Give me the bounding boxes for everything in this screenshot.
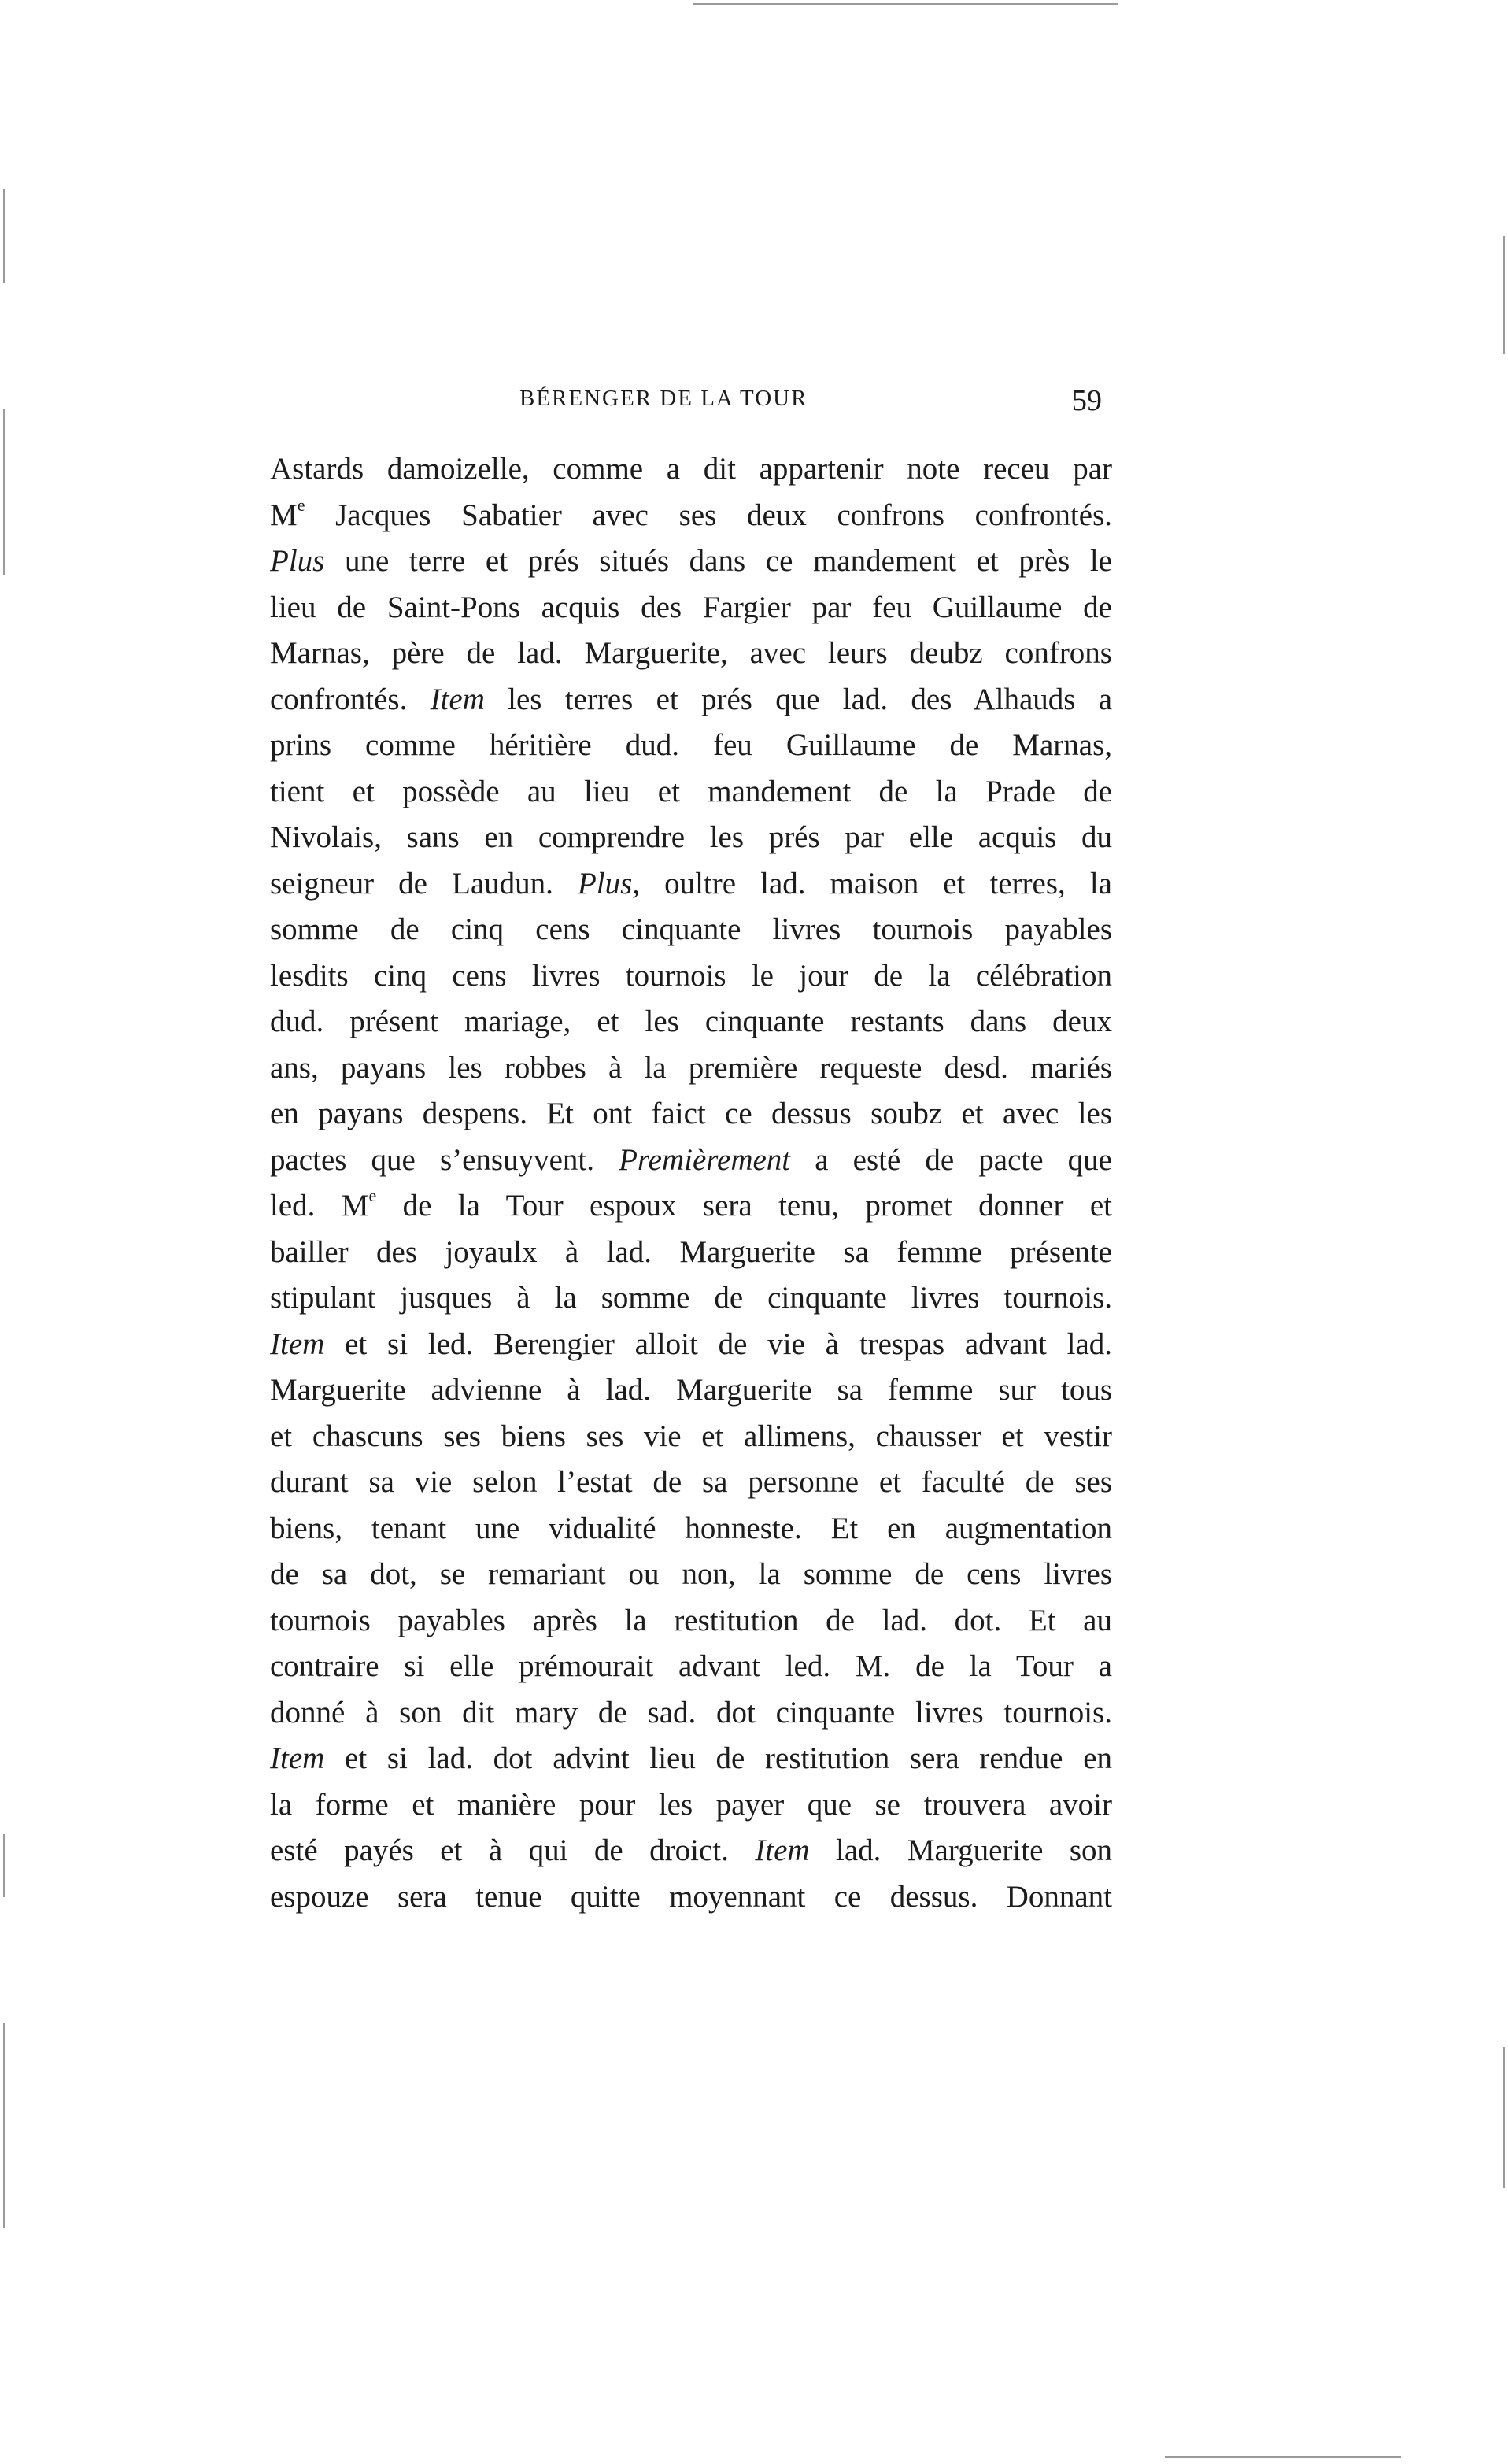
text-line bbox=[270, 815, 1112, 861]
italic-text: Premièrement bbox=[619, 1142, 791, 1177]
text-line bbox=[270, 1874, 1112, 1921]
italic-text: Item bbox=[270, 1326, 325, 1361]
text-segment: Jacques Sabatier avec ses deux confrons confrontés. bbox=[305, 498, 1112, 532]
text-segment: ans, payans les robbes à la première requeste desd. mariés bbox=[270, 1050, 1112, 1085]
text-segment: et si led. Berengier alloit de vie à trespas advant lad. bbox=[324, 1326, 1112, 1361]
scan-edge-line bbox=[693, 3, 1118, 5]
text-segment: seigneur de Laudun. bbox=[270, 866, 578, 901]
text-segment: Astards damoizelle, comme a dit appartenir note receu par bbox=[270, 452, 1112, 486]
page-header bbox=[268, 386, 1102, 425]
text-segment: oultre lad. maison et terres, la bbox=[640, 866, 1112, 901]
scan-edge-line bbox=[3, 1834, 5, 1897]
text-line bbox=[270, 861, 1112, 908]
text-segment: M bbox=[270, 498, 298, 532]
text-line bbox=[270, 1183, 1112, 1230]
text-segment: tournois payables après la restitution de lad. dot. Et au bbox=[270, 1603, 1112, 1637]
text-segment: a esté de pacte que bbox=[790, 1142, 1112, 1177]
text-line bbox=[270, 585, 1112, 631]
text-segment: bailler des joyaulx à lad. Marguerite sa femme présente bbox=[270, 1234, 1112, 1269]
text-line bbox=[270, 1598, 1112, 1645]
text-line bbox=[270, 1414, 1112, 1460]
text-line bbox=[270, 1644, 1112, 1690]
text-segment: tient et possède au lieu et mandement de la Prade de bbox=[270, 774, 1112, 808]
text-segment: la forme et manière pour les payer que se trouvera avoir bbox=[270, 1787, 1112, 1822]
text-segment: et chascuns ses biens ses vie et allimens, chausser et vestir bbox=[270, 1419, 1112, 1453]
text-segment: dud. présent mariage, et les cinquante restants dans deux bbox=[270, 1004, 1112, 1038]
page-number: 59 bbox=[1072, 384, 1102, 417]
text-line bbox=[270, 493, 1112, 539]
text-line bbox=[270, 1322, 1112, 1368]
text-segment: biens, tenant une vidualité honneste. Et en augmentation bbox=[270, 1511, 1112, 1545]
running-head: BÉRENGER DE LA TOUR bbox=[519, 386, 808, 411]
text-segment: de la Tour espoux sera tenu, promet donner et bbox=[376, 1189, 1112, 1223]
text-segment: somme de cinq cens cinquante livres tournois payables bbox=[270, 912, 1112, 946]
text-line bbox=[270, 1552, 1112, 1598]
scan-edge-line bbox=[3, 2023, 5, 2228]
italic-text: Item bbox=[430, 682, 485, 716]
scan-edge-line bbox=[3, 409, 5, 575]
text-segment: une terre et prés situés dans ce mandement et près le bbox=[324, 544, 1112, 578]
scan-edge-line bbox=[1165, 2456, 1401, 2458]
text-segment: les terres et prés que lad. des Alhauds a bbox=[484, 682, 1113, 716]
text-line bbox=[270, 1138, 1112, 1184]
body-text bbox=[270, 446, 1112, 1920]
text-segment: confrontés. bbox=[270, 682, 431, 716]
text-line bbox=[270, 1367, 1112, 1414]
text-segment: lieu de Saint-Pons acquis des Fargier par feu Guillaume de bbox=[270, 590, 1112, 624]
text-segment: Marnas, père de lad. Marguerite, avec leurs deubz confrons bbox=[270, 636, 1112, 670]
text-line bbox=[270, 538, 1112, 585]
text-segment: lesdits cinq cens livres tournois le jour de la célébration bbox=[270, 958, 1112, 993]
text-segment: stipulant jusques à la somme de cinquante livres tournois. bbox=[270, 1281, 1112, 1315]
text-line bbox=[270, 1091, 1112, 1138]
text-segment: de sa dot, se remariant ou non, la somme de cens livres bbox=[270, 1557, 1112, 1591]
text-segment: espouze sera tenue quitte moyennant ce dessus. Donnant bbox=[270, 1879, 1112, 1914]
text-segment: prins comme héritière dud. feu Guillaume de Marnas, bbox=[270, 728, 1112, 762]
text-segment: pactes que s’ensuyvent. bbox=[270, 1142, 619, 1177]
scan-edge-line bbox=[1503, 236, 1505, 354]
superscript-text: e bbox=[297, 494, 305, 515]
text-segment: esté payés et à qui de droict. bbox=[270, 1833, 756, 1867]
text-line bbox=[270, 723, 1112, 769]
text-line bbox=[270, 1506, 1112, 1552]
text-line bbox=[270, 677, 1112, 723]
text-segment: donné à son dit mary de sad. dot cinquante livres tournois. bbox=[270, 1695, 1112, 1730]
text-line bbox=[270, 1045, 1112, 1092]
text-line bbox=[270, 1782, 1112, 1829]
text-segment: Marguerite advienne à lad. Marguerite sa femme sur tous bbox=[270, 1373, 1112, 1407]
text-line bbox=[270, 631, 1112, 677]
text-line bbox=[270, 446, 1112, 493]
text-line bbox=[270, 769, 1112, 816]
italic-text: Plus, bbox=[577, 866, 641, 901]
text-line bbox=[270, 1460, 1112, 1506]
text-segment: en payans despens. Et ont faict ce dessus soubz et avec les bbox=[270, 1097, 1112, 1130]
text-line bbox=[270, 1736, 1112, 1782]
text-segment: lad. Marguerite son bbox=[809, 1833, 1113, 1867]
italic-text: Item bbox=[755, 1833, 810, 1867]
text-line bbox=[270, 1230, 1112, 1276]
italic-text: Plus bbox=[270, 544, 325, 578]
italic-text: Item bbox=[270, 1741, 325, 1775]
text-segment: durant sa vie selon l’estat de sa personne et faculté de ses bbox=[270, 1465, 1112, 1499]
text-line bbox=[270, 1828, 1112, 1874]
scan-edge-line bbox=[3, 189, 5, 283]
text-segment: contraire si elle prémourait advant led. M. de la Tour a bbox=[270, 1649, 1112, 1683]
text-line bbox=[270, 953, 1112, 1000]
text-segment: led. M bbox=[270, 1189, 369, 1223]
text-line bbox=[270, 999, 1112, 1045]
text-line bbox=[270, 1275, 1112, 1322]
superscript-text: e bbox=[368, 1186, 377, 1205]
text-segment: Nivolais, sans en comprendre les prés par elle acquis du bbox=[270, 820, 1112, 854]
text-line bbox=[270, 907, 1112, 953]
text-line bbox=[270, 1690, 1112, 1737]
scan-edge-line bbox=[1503, 2047, 1505, 2188]
text-segment: et si lad. dot advint lieu de restitution sera rendue en bbox=[324, 1741, 1112, 1775]
